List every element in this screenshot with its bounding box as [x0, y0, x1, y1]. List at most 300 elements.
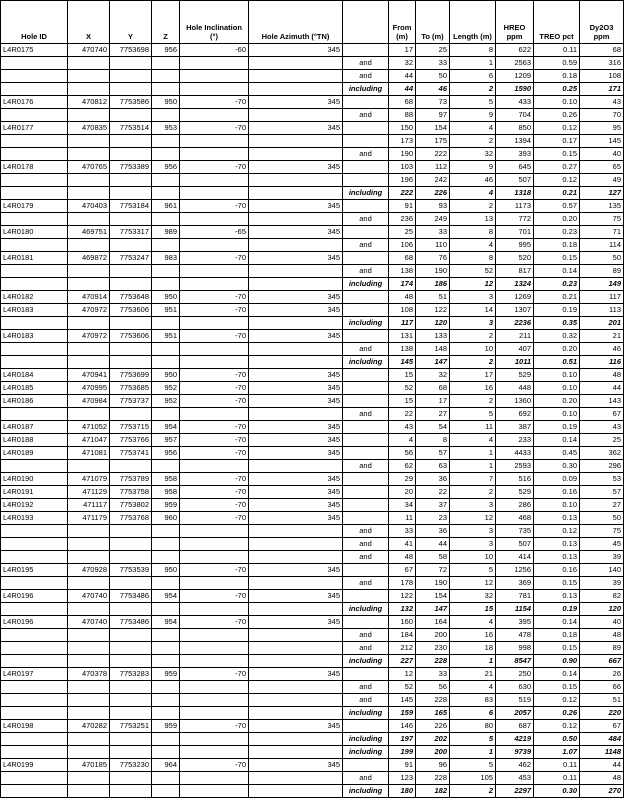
cell-treo: 0.16 — [534, 486, 580, 499]
cell-y: 7753606 — [110, 330, 152, 343]
cell-z: 954 — [152, 421, 180, 434]
cell-z — [152, 70, 180, 83]
cell-inclination: -70 — [180, 512, 249, 525]
cell-treo: 0.12 — [534, 720, 580, 733]
cell-y: 7753283 — [110, 668, 152, 681]
cell-inclination — [180, 785, 249, 798]
cell-y: 7753698 — [110, 44, 152, 57]
cell-length: 2 — [450, 200, 496, 213]
cell-hole-id — [1, 694, 68, 707]
cell-from: 117 — [389, 317, 416, 330]
cell-length: 8 — [450, 44, 496, 57]
cell-azimuth: 345 — [249, 668, 343, 681]
cell-qualifier — [343, 395, 389, 408]
cell-y — [110, 772, 152, 785]
cell-dy2o3: 43 — [580, 421, 624, 434]
table-row — [1, 681, 624, 694]
cell-inclination — [180, 356, 249, 369]
table-row — [1, 356, 624, 369]
cell-dy2o3: 484 — [580, 733, 624, 746]
cell-to: 154 — [416, 122, 450, 135]
cell-hreo: 478 — [496, 629, 534, 642]
cell-x: 470740 — [68, 590, 110, 603]
cell-hole-id — [1, 213, 68, 226]
cell-to: 27 — [416, 408, 450, 421]
cell-dy2o3: 82 — [580, 590, 624, 603]
cell-y — [110, 655, 152, 668]
cell-treo: 0.15 — [534, 681, 580, 694]
cell-y: 7753514 — [110, 122, 152, 135]
cell-length: 4 — [450, 434, 496, 447]
cell-length: 1 — [450, 460, 496, 473]
cell-to: 36 — [416, 525, 450, 538]
cell-hole-id: L4R0191 — [1, 486, 68, 499]
table-row — [1, 460, 624, 473]
cell-treo: 0.19 — [534, 421, 580, 434]
cell-z — [152, 109, 180, 122]
cell-y — [110, 629, 152, 642]
cell-y: 7753768 — [110, 512, 152, 525]
cell-hole-id: L4R0180 — [1, 226, 68, 239]
cell-length: 3 — [450, 291, 496, 304]
cell-y — [110, 317, 152, 330]
cell-to: 76 — [416, 252, 450, 265]
cell-dy2o3: 66 — [580, 681, 624, 694]
cell-from: 33 — [389, 525, 416, 538]
cell-z: 953 — [152, 122, 180, 135]
cell-hreo: 433 — [496, 96, 534, 109]
cell-from: 138 — [389, 265, 416, 278]
cell-azimuth: 345 — [249, 304, 343, 317]
cell-y — [110, 746, 152, 759]
cell-z — [152, 603, 180, 616]
table-row — [1, 252, 624, 265]
cell-x — [68, 733, 110, 746]
cell-treo: 0.20 — [534, 343, 580, 356]
cell-hole-id: L4R0179 — [1, 200, 68, 213]
cell-hole-id — [1, 265, 68, 278]
cell-dy2o3: 145 — [580, 135, 624, 148]
table-row — [1, 655, 624, 668]
cell-x: 471179 — [68, 512, 110, 525]
cell-y — [110, 213, 152, 226]
cell-hole-id — [1, 746, 68, 759]
header-qualifier — [343, 1, 389, 44]
cell-qualifier — [343, 499, 389, 512]
cell-to: 122 — [416, 304, 450, 317]
cell-dy2o3: 70 — [580, 109, 624, 122]
cell-azimuth — [249, 525, 343, 538]
cell-z: 954 — [152, 590, 180, 603]
cell-z — [152, 317, 180, 330]
cell-qualifier: including — [343, 356, 389, 369]
cell-qualifier: and — [343, 681, 389, 694]
cell-hreo: 1307 — [496, 304, 534, 317]
cell-y — [110, 265, 152, 278]
cell-to: 33 — [416, 57, 450, 70]
cell-hole-id — [1, 577, 68, 590]
cell-hreo: 393 — [496, 148, 534, 161]
cell-x: 471047 — [68, 434, 110, 447]
cell-hreo: 529 — [496, 369, 534, 382]
cell-hreo: 529 — [496, 486, 534, 499]
cell-inclination: -70 — [180, 161, 249, 174]
table-row — [1, 434, 624, 447]
cell-qualifier — [343, 720, 389, 733]
cell-hole-id — [1, 629, 68, 642]
cell-to: 164 — [416, 616, 450, 629]
cell-dy2o3: 140 — [580, 564, 624, 577]
cell-azimuth — [249, 70, 343, 83]
cell-hole-id — [1, 785, 68, 798]
cell-dy2o3: 45 — [580, 538, 624, 551]
cell-hole-id — [1, 174, 68, 187]
cell-dy2o3: 67 — [580, 720, 624, 733]
cell-z: 950 — [152, 369, 180, 382]
cell-treo: 0.10 — [534, 369, 580, 382]
cell-inclination — [180, 109, 249, 122]
cell-hole-id: L4R0181 — [1, 252, 68, 265]
table-row — [1, 343, 624, 356]
cell-x — [68, 317, 110, 330]
cell-x: 470282 — [68, 720, 110, 733]
cell-length: 3 — [450, 499, 496, 512]
cell-inclination — [180, 460, 249, 473]
cell-to: 186 — [416, 278, 450, 291]
cell-y — [110, 174, 152, 187]
cell-hole-id — [1, 408, 68, 421]
table-row — [1, 733, 624, 746]
cell-x: 471081 — [68, 447, 110, 460]
cell-length: 5 — [450, 733, 496, 746]
cell-treo: 0.18 — [534, 629, 580, 642]
cell-hole-id: L4R0196 — [1, 616, 68, 629]
cell-y: 7753685 — [110, 382, 152, 395]
cell-length: 3 — [450, 538, 496, 551]
cell-to: 17 — [416, 395, 450, 408]
cell-x — [68, 239, 110, 252]
cell-treo: 0.14 — [534, 668, 580, 681]
cell-length: 10 — [450, 551, 496, 564]
cell-x — [68, 135, 110, 148]
cell-treo: 0.12 — [534, 525, 580, 538]
cell-qualifier — [343, 473, 389, 486]
cell-azimuth — [249, 57, 343, 70]
cell-hreo: 507 — [496, 174, 534, 187]
cell-azimuth — [249, 707, 343, 720]
cell-x — [68, 642, 110, 655]
cell-x — [68, 655, 110, 668]
table-row — [1, 226, 624, 239]
table-row — [1, 590, 624, 603]
cell-qualifier: and — [343, 239, 389, 252]
cell-inclination — [180, 278, 249, 291]
cell-z: 959 — [152, 720, 180, 733]
cell-dy2o3: 75 — [580, 525, 624, 538]
cell-treo: 0.18 — [534, 70, 580, 83]
cell-length: 4 — [450, 122, 496, 135]
cell-inclination — [180, 174, 249, 187]
cell-hreo: 781 — [496, 590, 534, 603]
cell-qualifier — [343, 590, 389, 603]
cell-from: 227 — [389, 655, 416, 668]
cell-length: 16 — [450, 629, 496, 642]
cell-azimuth: 345 — [249, 499, 343, 512]
cell-azimuth — [249, 460, 343, 473]
cell-azimuth — [249, 772, 343, 785]
cell-x: 470972 — [68, 304, 110, 317]
cell-to: 68 — [416, 382, 450, 395]
cell-dy2o3: 68 — [580, 44, 624, 57]
cell-length: 1 — [450, 57, 496, 70]
cell-treo: 0.11 — [534, 772, 580, 785]
cell-hreo: 1269 — [496, 291, 534, 304]
cell-dy2o3: 43 — [580, 96, 624, 109]
cell-to: 37 — [416, 499, 450, 512]
cell-y — [110, 135, 152, 148]
cell-azimuth: 345 — [249, 161, 343, 174]
cell-dy2o3: 44 — [580, 759, 624, 772]
cell-from: 159 — [389, 707, 416, 720]
cell-from: 12 — [389, 668, 416, 681]
cell-x — [68, 538, 110, 551]
cell-treo: 0.15 — [534, 642, 580, 655]
cell-from: 48 — [389, 551, 416, 564]
cell-hreo: 286 — [496, 499, 534, 512]
cell-hreo: 211 — [496, 330, 534, 343]
cell-inclination: -70 — [180, 304, 249, 317]
cell-azimuth — [249, 655, 343, 668]
cell-x: 470378 — [68, 668, 110, 681]
cell-azimuth — [249, 733, 343, 746]
cell-length: 1 — [450, 447, 496, 460]
cell-x — [68, 83, 110, 96]
cell-treo: 0.30 — [534, 785, 580, 798]
cell-y: 7753317 — [110, 226, 152, 239]
cell-inclination: -70 — [180, 200, 249, 213]
cell-to: 50 — [416, 70, 450, 83]
table-row — [1, 551, 624, 564]
table-row — [1, 785, 624, 798]
cell-hreo: 772 — [496, 213, 534, 226]
cell-dy2o3: 44 — [580, 382, 624, 395]
cell-qualifier: including — [343, 83, 389, 96]
cell-azimuth: 345 — [249, 96, 343, 109]
cell-from: 48 — [389, 291, 416, 304]
cell-azimuth — [249, 148, 343, 161]
cell-qualifier: and — [343, 694, 389, 707]
cell-to: 249 — [416, 213, 450, 226]
cell-dy2o3: 135 — [580, 200, 624, 213]
cell-dy2o3: 149 — [580, 278, 624, 291]
table-row — [1, 668, 624, 681]
cell-x: 469751 — [68, 226, 110, 239]
cell-hreo: 395 — [496, 616, 534, 629]
cell-hole-id: L4R0183 — [1, 304, 68, 317]
cell-dy2o3: 39 — [580, 577, 624, 590]
cell-z: 956 — [152, 44, 180, 57]
cell-x: 470765 — [68, 161, 110, 174]
cell-z — [152, 356, 180, 369]
cell-x: 470995 — [68, 382, 110, 395]
cell-qualifier — [343, 668, 389, 681]
cell-hole-id — [1, 187, 68, 200]
header-dy2o3: Dy2O3 ppm — [580, 1, 624, 44]
cell-azimuth — [249, 694, 343, 707]
cell-hreo: 1360 — [496, 395, 534, 408]
cell-to: 110 — [416, 239, 450, 252]
cell-z — [152, 239, 180, 252]
cell-treo: 0.21 — [534, 187, 580, 200]
cell-hreo: 8547 — [496, 655, 534, 668]
cell-from: 17 — [389, 44, 416, 57]
table-row — [1, 382, 624, 395]
cell-length: 12 — [450, 278, 496, 291]
cell-y: 7753802 — [110, 499, 152, 512]
cell-from: 32 — [389, 57, 416, 70]
cell-x — [68, 343, 110, 356]
cell-hole-id — [1, 733, 68, 746]
cell-azimuth — [249, 577, 343, 590]
cell-inclination: -70 — [180, 252, 249, 265]
cell-y: 7753741 — [110, 447, 152, 460]
cell-treo: 0.12 — [534, 174, 580, 187]
cell-hole-id: L4R0189 — [1, 447, 68, 460]
cell-y — [110, 148, 152, 161]
cell-azimuth — [249, 343, 343, 356]
table-row — [1, 512, 624, 525]
cell-treo: 0.26 — [534, 109, 580, 122]
cell-azimuth: 345 — [249, 122, 343, 135]
cell-from: 150 — [389, 122, 416, 135]
cell-inclination: -70 — [180, 447, 249, 460]
cell-to: 112 — [416, 161, 450, 174]
cell-z — [152, 57, 180, 70]
cell-length: 52 — [450, 265, 496, 278]
table-row — [1, 772, 624, 785]
cell-y — [110, 694, 152, 707]
cell-x: 470835 — [68, 122, 110, 135]
cell-y — [110, 785, 152, 798]
cell-azimuth: 345 — [249, 200, 343, 213]
cell-length: 4 — [450, 681, 496, 694]
cell-length: 14 — [450, 304, 496, 317]
cell-z — [152, 642, 180, 655]
cell-x — [68, 278, 110, 291]
cell-inclination — [180, 213, 249, 226]
cell-inclination — [180, 733, 249, 746]
cell-hole-id — [1, 538, 68, 551]
cell-qualifier — [343, 135, 389, 148]
table-row — [1, 70, 624, 83]
cell-length: 4 — [450, 616, 496, 629]
cell-z: 983 — [152, 252, 180, 265]
cell-x — [68, 772, 110, 785]
cell-qualifier: and — [343, 70, 389, 83]
cell-to: 32 — [416, 369, 450, 382]
cell-y: 7753486 — [110, 616, 152, 629]
cell-length: 2 — [450, 486, 496, 499]
cell-to: 33 — [416, 226, 450, 239]
cell-hreo: 507 — [496, 538, 534, 551]
cell-to: 56 — [416, 681, 450, 694]
cell-treo: 0.23 — [534, 278, 580, 291]
cell-qualifier: including — [343, 187, 389, 200]
cell-z: 951 — [152, 304, 180, 317]
cell-from: 145 — [389, 356, 416, 369]
cell-from: 178 — [389, 577, 416, 590]
cell-inclination: -70 — [180, 421, 249, 434]
cell-from: 62 — [389, 460, 416, 473]
cell-to: 190 — [416, 577, 450, 590]
cell-treo: 0.14 — [534, 616, 580, 629]
cell-azimuth: 345 — [249, 616, 343, 629]
cell-azimuth — [249, 681, 343, 694]
cell-z — [152, 655, 180, 668]
cell-inclination — [180, 603, 249, 616]
cell-treo: 0.19 — [534, 304, 580, 317]
table-row — [1, 707, 624, 720]
cell-treo: 1.07 — [534, 746, 580, 759]
cell-inclination — [180, 538, 249, 551]
cell-azimuth: 345 — [249, 512, 343, 525]
cell-qualifier — [343, 304, 389, 317]
cell-dy2o3: 316 — [580, 57, 624, 70]
table-row — [1, 720, 624, 733]
cell-dy2o3: 89 — [580, 642, 624, 655]
cell-azimuth — [249, 642, 343, 655]
cell-to: 63 — [416, 460, 450, 473]
table-row — [1, 109, 624, 122]
cell-from: 212 — [389, 642, 416, 655]
cell-dy2o3: 1148 — [580, 746, 624, 759]
cell-azimuth — [249, 278, 343, 291]
cell-length: 3 — [450, 525, 496, 538]
cell-azimuth: 345 — [249, 473, 343, 486]
cell-inclination: -70 — [180, 473, 249, 486]
cell-treo: 0.23 — [534, 226, 580, 239]
cell-treo: 0.50 — [534, 733, 580, 746]
cell-hreo: 387 — [496, 421, 534, 434]
cell-treo: 0.90 — [534, 655, 580, 668]
cell-inclination — [180, 135, 249, 148]
cell-length: 80 — [450, 720, 496, 733]
cell-z — [152, 772, 180, 785]
cell-dy2o3: 296 — [580, 460, 624, 473]
cell-to: 190 — [416, 265, 450, 278]
cell-inclination — [180, 551, 249, 564]
cell-length: 2 — [450, 330, 496, 343]
cell-y — [110, 83, 152, 96]
cell-dy2o3: 65 — [580, 161, 624, 174]
table-row — [1, 122, 624, 135]
cell-z: 989 — [152, 226, 180, 239]
cell-inclination: -70 — [180, 291, 249, 304]
cell-x — [68, 213, 110, 226]
table-row — [1, 291, 624, 304]
cell-treo: 0.19 — [534, 603, 580, 616]
cell-hole-id — [1, 356, 68, 369]
cell-qualifier: and — [343, 772, 389, 785]
cell-treo: 0.16 — [534, 564, 580, 577]
cell-hole-id: L4R0190 — [1, 473, 68, 486]
cell-hole-id: L4R0182 — [1, 291, 68, 304]
table-row — [1, 330, 624, 343]
cell-hole-id — [1, 707, 68, 720]
cell-y: 7753251 — [110, 720, 152, 733]
cell-azimuth — [249, 265, 343, 278]
cell-length: 2 — [450, 135, 496, 148]
